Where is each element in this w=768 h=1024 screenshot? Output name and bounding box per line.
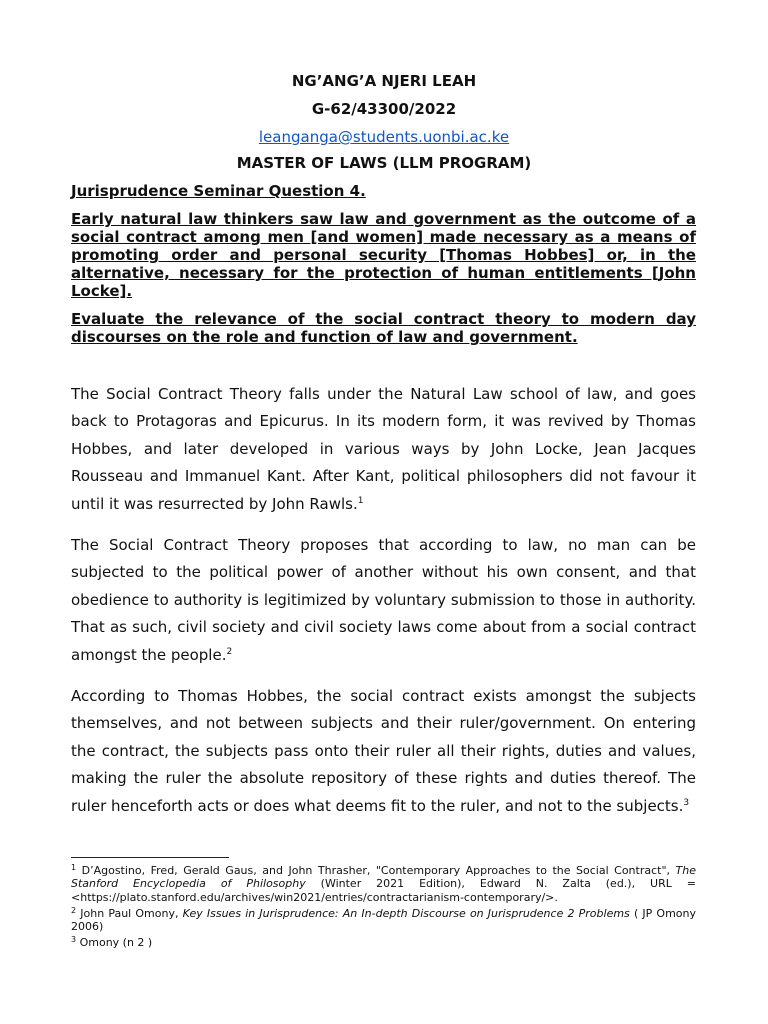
body-paragraph-2: The Social Contract Theory proposes that according to law, no man can be subjected to the political power of another without his own consent, and that obedience to authority is legitimized by voluntary submission to those in authority. That as such, civil society and civil society laws come about from a social contract amongst the people.$^2$ [71, 536, 696, 664]
registration-number: G-62/43300/2022 [311, 100, 457, 118]
footnote-ref-3[interactable]: 3 [683, 797, 690, 808]
question-task: Evaluate the relevance of the social contract theory to modern day discourses on the role and function of law and government. [71, 310, 696, 346]
body-paragraph-1: The Social Contract Theory falls under the Natural Law school of law, and goes back to Protagoras and Epicurus. In its modern form, it was revived by Thomas Hobbes, and later developed in various ways by John Locke, Jean Jacques Rousseau and Immanuel Kant. After Kant, political philosophers did not favour it until it was resurrected by John Rawls.$^1$ [71, 385, 696, 513]
program-title: MASTER OF LAWS (LLM PROGRAM) [236, 154, 532, 172]
footnote-ref-2[interactable]: 2 [226, 646, 233, 657]
footnote-divider [71, 857, 229, 858]
footnote-1: $^1$ D’Agostino, Fred, Gerald Gaus, and John Thrasher, "Contemporary Approaches to the Social Contract", The Stanford Encyclopedia of Philosophy (Winter 2021 Edition), Edward N. Zalta (ed.), URL = <https://plato.stanford.edu/archives/win2021/entries/contractarianism-contemporary/>. [71, 863, 696, 904]
question-statement: Early natural law thinkers saw law and government as the outcome of a social contract among men [and women] made necessary as a means of promoting order and personal security [Thomas Hobbes] or, in the alternative, necessary for the protection of human entitlements [John Locke]. [71, 210, 696, 300]
footnote-3: $^3$ Omony (n 2 ) [71, 935, 153, 949]
footnote-ref-1[interactable]: 1 [357, 495, 364, 506]
author-name: NG’ANG’A NJERI LEAH [291, 72, 477, 90]
question-title: Jurisprudence Seminar Question 4. [71, 182, 366, 200]
email-link[interactable]: leanganga@students.uonbi.ac.ke [258, 128, 510, 146]
footnote-2: $^2$ John Paul Omony, Key Issues in Jurisprudence: An In-depth Discourse on Jurisprudence 2 Problems ( JP Omony 2006) [71, 906, 697, 934]
body-paragraph-3: According to Thomas Hobbes, the social contract exists amongst the subjects themselves, and not between subjects and their ruler/government. On entering the contract, the subjects pass onto their ruler all their rights, duties and values, making the ruler the absolute repository of these rights and duties thereof. The ruler henceforth acts or does what deems fit to the ruler, and not to the subjects.$^3$ [71, 687, 696, 815]
